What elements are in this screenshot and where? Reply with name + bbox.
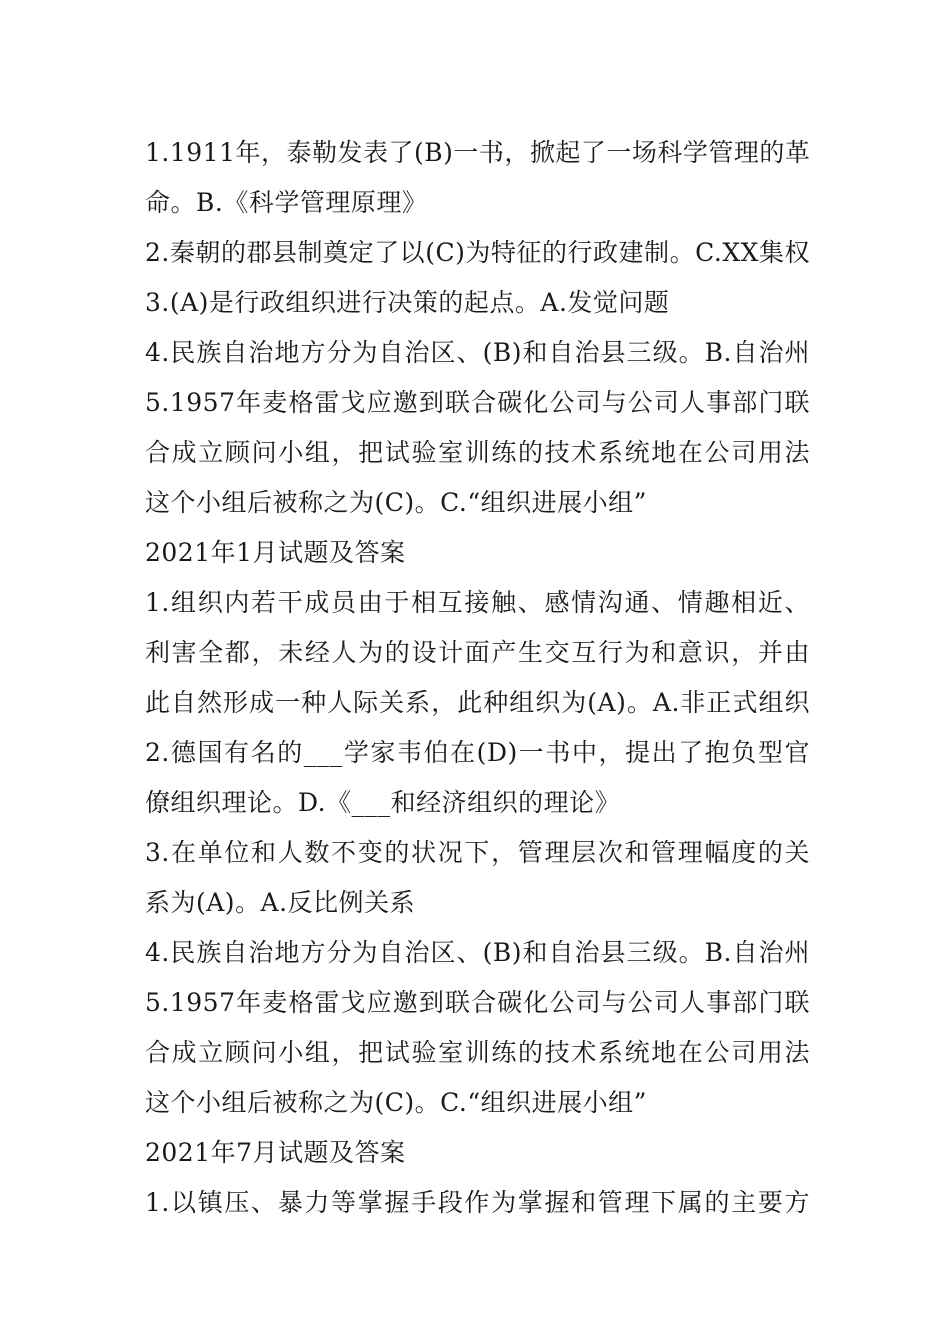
text-line: 4.民族自治地方分为自治区、(B)和自治县三级。B.自治州 xyxy=(145,338,810,367)
section-heading: 2021年7月试题及答案 xyxy=(145,1138,406,1167)
text-line: 4.民族自治地方分为自治区、(B)和自治县三级。B.自治州 xyxy=(145,938,810,967)
section-heading: 2021年1月试题及答案 xyxy=(145,538,406,567)
text-line: 5.1957年麦格雷戈应邀到联合碳化公司与公司人事部门联 xyxy=(145,388,810,417)
text-line: 这个小组后被称之为(C)。C.“组织进展小组” xyxy=(145,1088,647,1117)
text-line: 1.以镇压、暴力等掌握手段作为掌握和管理下属的主要方 xyxy=(145,1188,810,1217)
text-line: 此自然形成一种人际关系，此种组织为(A)。A.非正式组织 xyxy=(145,688,810,717)
text-line: 合成立顾问小组，把试验室训练的技术系统地在公司用法 xyxy=(145,438,810,467)
document-body xyxy=(145,128,810,1228)
text-line: 僚组织理论。D.《___和经济组织的理论》 xyxy=(145,788,621,817)
text-line: 5.1957年麦格雷戈应邀到联合碳化公司与公司人事部门联 xyxy=(145,988,810,1017)
text-line: 2.德国有名的___学家韦伯在(D)一书中，提出了抱负型官 xyxy=(145,738,810,767)
text-line: 3.在单位和人数不变的状况下，管理层次和管理幅度的关 xyxy=(145,838,810,867)
text-line: 1.组织内若干成员由于相互接触、感情沟通、情趣相近、 xyxy=(145,588,810,617)
text-line: 合成立顾问小组，把试验室训练的技术系统地在公司用法 xyxy=(145,1038,810,1067)
text-line: 利害全都，未经人为的设计面产生交互行为和意识，并由 xyxy=(145,638,810,667)
text-line: 命。B.《科学管理原理》 xyxy=(145,188,428,217)
text-line: 这个小组后被称之为(C)。C.“组织进展小组” xyxy=(145,488,647,517)
text-line: 2.秦朝的郡县制奠定了以(C)为特征的行政建制。C.XX集权 xyxy=(145,238,810,267)
text-line: 系为(A)。A.反比例关系 xyxy=(145,888,416,917)
text-line: 1.1911年，泰勒发表了(B)一书，掀起了一场科学管理的革 xyxy=(145,138,810,167)
text-line: 3.(A)是行政组织进行决策的起点。A.发觉问题 xyxy=(145,288,670,317)
